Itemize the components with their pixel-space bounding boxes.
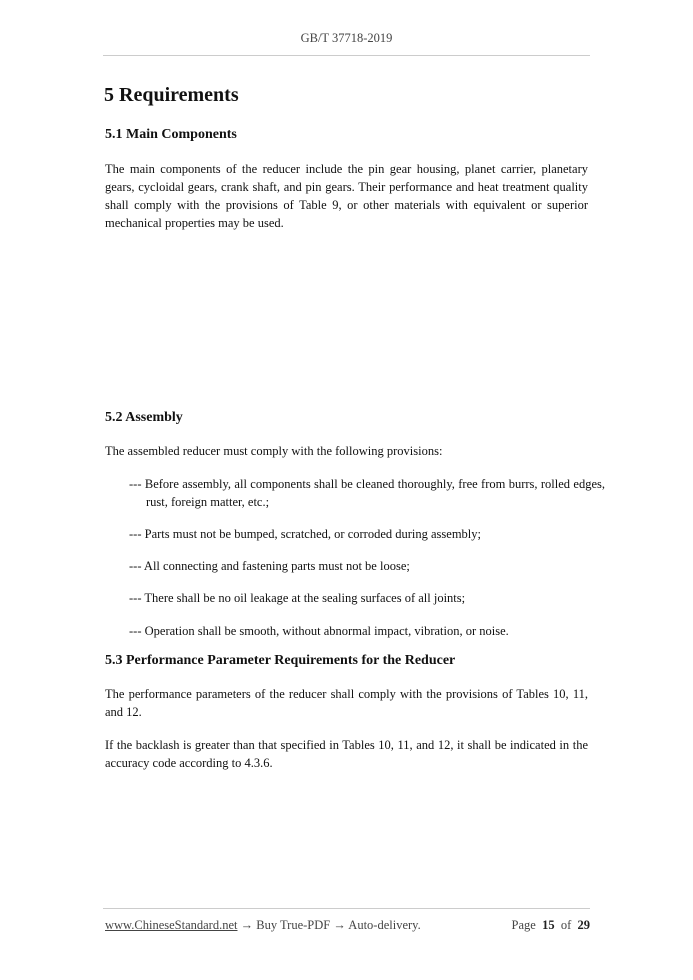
list-item: --- Operation shall be smooth, without abnormal impact, vibration, or noise. (129, 624, 509, 638)
header-doc-code: GB/T 37718-2019 (300, 31, 393, 45)
heading-5-2: 5.2 Assembly (105, 410, 183, 425)
footer-promo-text: → Buy True-PDF → Auto-delivery. (237, 918, 421, 932)
current-page: 15 (542, 918, 555, 932)
list-item: --- Parts must not be bumped, scratched, or corroded during assembly; (129, 527, 481, 541)
list-item: --- There shall be no oil leakage at the sealing surfaces of all joints; (129, 591, 466, 605)
footer-promo (105, 918, 421, 933)
paragraph-5-3-2: If the backlash is greater than that specified in Tables 10, 11, and 12, it shall be indicated in the accuracy code according to 4.3.6. (105, 738, 588, 770)
footer (105, 918, 590, 933)
paragraph-5-3-1: The performance parameters of the reducer shall comply with the provisions of Tables 10, 11, and 12. (105, 687, 588, 719)
paragraph-5-1: The main components of the reducer include the pin gear housing, planet carrier, planetary gears, cycloidal gears, crank shaft, and pin gears. Their performance and heat treatment quality shall comply with the provisions of Table 9, or other materials with equivalent or superior mechanical properties may be used. (105, 162, 588, 230)
list-item: --- All connecting and fastening parts must not be loose; (129, 559, 410, 573)
total-pages: 29 (577, 918, 590, 932)
section-title: 5 Requirements (104, 84, 239, 106)
page-label: Page (511, 918, 536, 932)
paragraph-5-2-intro: The assembled reducer must comply with the following provisions: (105, 444, 443, 458)
heading-5-1: 5.1 Main Components (105, 127, 237, 142)
list-item: --- Before assembly, all components shall be cleaned thoroughly, free from burrs, rolled edges, rust, foreign matter, etc.; (129, 477, 605, 509)
heading-5-3: 5.3 Performance Parameter Requirements for the Reducer (105, 653, 456, 668)
page-number (512, 918, 590, 933)
header-rule (103, 55, 590, 56)
website-link[interactable]: www.ChineseStandard.net (105, 918, 238, 932)
of-label: of (560, 918, 572, 932)
footer-rule (103, 908, 590, 909)
